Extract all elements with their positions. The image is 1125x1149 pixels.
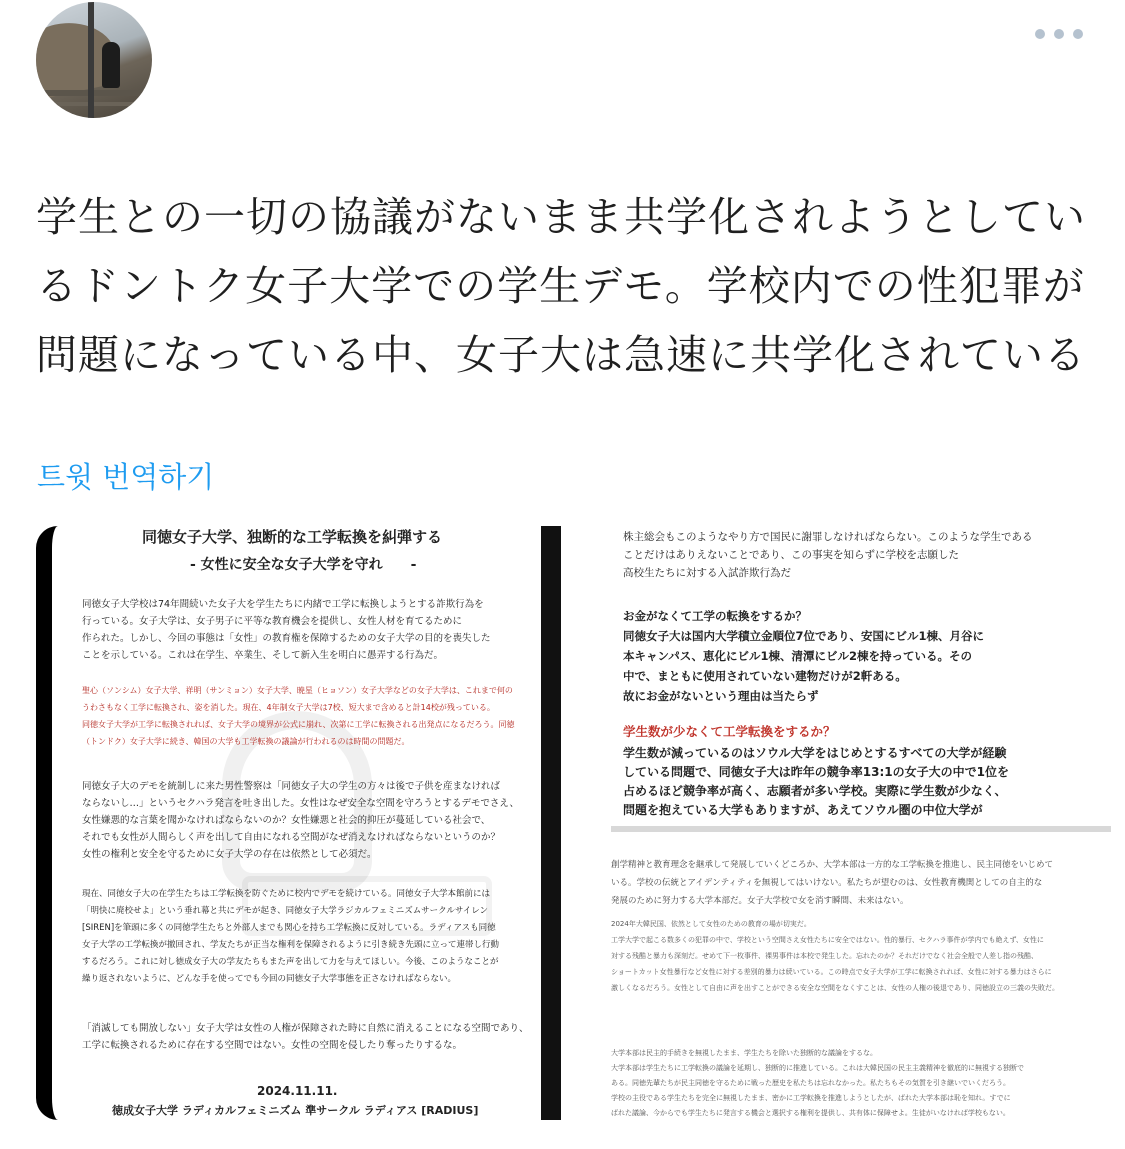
doc-line: 聖心（ソンシム）女子大学、祥明（サンミョン）女子大学、暁星（ヒョソン）女子大学などの女子大学は、これまで何の (82, 686, 513, 695)
doc-line: 学生数が減っているのはソウル大学をはじめとするすべての大学が経験 (623, 746, 1007, 760)
translate-tweet-link[interactable]: 트윗 번역하기 (37, 460, 215, 494)
doc-line: 「明快に廃校せよ」という垂れ幕と共にデモが起き、同徳女子大学ラジカルフェミニズムサークルサイレン (82, 906, 489, 916)
doc-line: ことを示している。これは在学生、卒業生、そして新入生を明白に愚弄する行為だ。 (82, 650, 444, 661)
doc-line: 占めるほど競争率が高く、志願者が多い学校。実際に学生数が少なく、 (623, 784, 1007, 798)
doc-line: 発展のために努力する大学本部だ。女子大学校で女を消す瞬間、未来はない。 (611, 896, 909, 906)
doc-line: 「消滅しても開放しない」女子大学は女性の人権が保障された時に自然に消えることになる空間であり、 (82, 1023, 529, 1034)
doc-paragraph (623, 528, 1033, 582)
doc-line: 本キャンパス、恵化にビル1棟、清潭にビル2棟を持っている。その (623, 649, 973, 663)
more-dot (1035, 29, 1045, 39)
tweet-text-line: 問題になっている中、女子大は急速に共学化されている (36, 331, 1086, 379)
doc-line: 株主総会もこのようなやり方で国民に謝罪しなければならない。このような学生である (623, 531, 1033, 543)
doc-line: 同徳女子大学校は74年間続いた女子大を学生たちに内緒で工学に転換しようとする詐欺行為を (82, 599, 484, 610)
doc-line: 激しくなるだろう。女性として自由に声を出すことができる安全な空間をなくすことは、女性の人権の後退であり、同徳設立の三義の失敗だ。 (611, 984, 1059, 992)
doc-line: 対する残酷と暴力も深刻だ。せめて下一枚事件、裸男事件は本校で発生した。忘れたのか？それだけでなく社会全般で人差し指の残酷、 (611, 952, 1038, 960)
more-dot (1054, 29, 1064, 39)
doc-paragraph (611, 1046, 1024, 1120)
avatar[interactable] (36, 2, 152, 118)
doc-paragraph (82, 886, 499, 988)
doc-line: 女子大学の工学転換が撤回され、学友たちが正当な権利を保障されるように引き続き先頭に立って連帯し行動 (82, 940, 500, 950)
doc-line: うわさもなく工学に転換され、姿を消した。現在、4年制女子大学は7校、短大まで含めると計14校が残っている。 (82, 703, 495, 712)
doc-line: 大学本部は学生たちに工学転換の議論を延期し、独断的に推進している。これは大韓民国の民主主義精神を徹底的に無視する独断で (611, 1064, 1024, 1072)
doc-line: ことだけはありえないことであり、この事実を知らずに学校を志願した (623, 549, 959, 561)
doc-paragraph (82, 596, 491, 664)
doc-line: している問題で、同徳女子大は昨年の競争率13:1の女子大の中で1位を (623, 765, 1009, 779)
doc-paragraph (611, 856, 1053, 910)
doc-line: 同徳女子大は国内大学積立金順位7位であり、安国にビル1棟、月谷に (623, 629, 984, 643)
doc-line: 行っている。女子大学は、女子男子に平等な教育機会を提供し、女性人材を育てるために (82, 616, 463, 627)
doc-title: 同徳女子大学、独断的な工学転換を糾弾する (142, 528, 443, 546)
tweet-text-line: るドントク女子大学での学生デモ。学校内での性犯罪が (36, 262, 1085, 310)
doc-line: 工学大学で起こる数多くの犯罪の中で、学校という空間さえ女性たちに安全ではない。性的暴行、セクハラ事件が学内でも絶えず、女性に (611, 936, 1044, 944)
doc-line: いる。学校の伝統とアイデンティティを無視してはいけない。私たちが望むのは、女性教育機関としての自主的な (611, 878, 1043, 888)
doc-line: 中で、まともに使用されていない建物だけが2軒ある。 (623, 669, 907, 683)
doc-line: （トンドク）女子大学に続き、韓国の大学も工学転換の議論が行われるのは時間の問題だ。 (82, 737, 410, 746)
avatar-rail (36, 90, 152, 96)
doc-line: 創学精神と教育理念を継承して発展していくどころか、大学本部は一方的な工学転換を推進し、民主同徳をいじめて (611, 860, 1054, 870)
doc-date: 2024.11.11. (257, 1084, 338, 1098)
doc-line: お金がなくて工学の転換をするか？ (623, 609, 807, 623)
doc-line: 女性嫌悪的な言葉を聞かなければならないのか？女性嫌悪と社会的抑圧が蔓延している社会で、 (82, 815, 491, 826)
media-image-right[interactable] (561, 526, 1125, 1120)
doc-line: 2024年大韓民国、依然として女性のための教育の場が切実だ。 (611, 920, 811, 928)
media-divider (541, 526, 561, 1120)
doc-paragraph (623, 744, 1009, 820)
doc-line: ショートカット女性暴行など女性に対する差別的暴力は続いている。この時点で女子大学が工学に転換されれば、女性に対する暴力はさらに (611, 968, 1052, 976)
doc-line: ばれた議論、今からでも学生たちに発言する機会と選択する権利を提供し、共有体に保障せよ。生徒がいなければ学校もない。 (611, 1109, 1010, 1117)
tweet-text-line: 学生との一切の協議がないまま共学化されようとしてい (36, 193, 1086, 241)
doc-paragraph (82, 778, 519, 863)
doc-line: [SIREN]を筆頭に多くの同徳学生たちと外部人までも関心を持ち工学転換に反対している。ラディアスも同徳 (82, 923, 496, 933)
image-seam (611, 826, 1111, 832)
doc-line: するだろう。これに対し徳成女子大の学友たちもまた声を出して力を与えてほしい。今後、このようなことが (82, 957, 499, 967)
doc-line: 大学本部は民主的手続きを無視したまま、学生たちを除いた独断的な議論をするな。 (611, 1049, 877, 1057)
doc-subtitle: - 女性に安全な女子大学を守れ - (190, 557, 417, 573)
doc-line: 同徳女子大のデモを統制しに来た男性警察は「同徳女子大の学生の方々は後で子供を産まなければ (82, 781, 501, 792)
doc-red-paragraph (82, 682, 514, 750)
media-image-left[interactable] (36, 526, 556, 1120)
doc-line: 高校生たちに対する入試詐欺行為だ (623, 567, 791, 579)
doc-heading: 学生数が少なくて工学転換をするか？ (623, 724, 836, 739)
tweet-media[interactable] (36, 526, 1125, 1120)
doc-line: 学校の主役である学生たちを完全に無視したまま、密かに工学転換を推進しようとしたが、ばれた大学本部は恥を知れ。すでに (611, 1094, 1011, 1102)
avatar-person (102, 42, 120, 88)
doc-signature: 徳成女子大学 ラディカルフェミニズム 準サークル ラディアス [RADIUS] (112, 1104, 479, 1117)
doc-line: それでも女性が人間らしく声を出して自由になれる空間がなぜ消えなければならないというのか？ (82, 832, 501, 843)
doc-line: 同徳女子大学が工学に転換されれば、女子大学の境界が公式に崩れ、次第に工学に転換される出発点になるだろう。同徳 (82, 720, 515, 729)
doc-line: ならないし…」というセクハラ発言を吐き出した。女性はなぜ安全な空間を守ろうとするデモでさえ、 (82, 798, 520, 809)
doc-line: 女性の権利と安全を守るために女子大学の存在は依然として必須だ。 (82, 849, 377, 860)
avatar-pole (88, 2, 94, 118)
doc-paragraph (82, 1020, 529, 1054)
doc-line: 繰り返されないように、どんな手を使ってでも今回の同徳女子大学事態を正さなければならない。 (82, 974, 457, 984)
doc-paragraph (623, 606, 984, 706)
more-dot (1073, 29, 1083, 39)
doc-line: 工学に転換されるために存在する空間ではない。女性の空間を侵したり奪ったりするな。 (82, 1040, 463, 1051)
doc-line: 現在、同徳女子大の在学生たちは工学転換を防ぐために校内でデモを続けている。同徳女子大学本館前には (82, 889, 491, 899)
more-options-icon[interactable] (1029, 22, 1089, 46)
tweet-text (36, 183, 1096, 390)
doc-line: ある。同徳先輩たちが民主同徳を守るために戦った歴史を私たちは忘れなかった。私たちもその気質を引き継いでいくだろう。 (611, 1079, 1010, 1087)
avatar-rail-lower (36, 102, 152, 106)
doc-line: 作られた。しかし、今回の事態は「女性」の教育権を保障するための女子大学の目的を喪失した (82, 633, 491, 644)
doc-line: 問題を抱えている大学もありますが、あえてソウル圏の中位大学が (623, 803, 983, 817)
doc-line: 故にお金がないという理由は当たらず (623, 689, 819, 703)
doc-paragraph (611, 916, 1059, 996)
